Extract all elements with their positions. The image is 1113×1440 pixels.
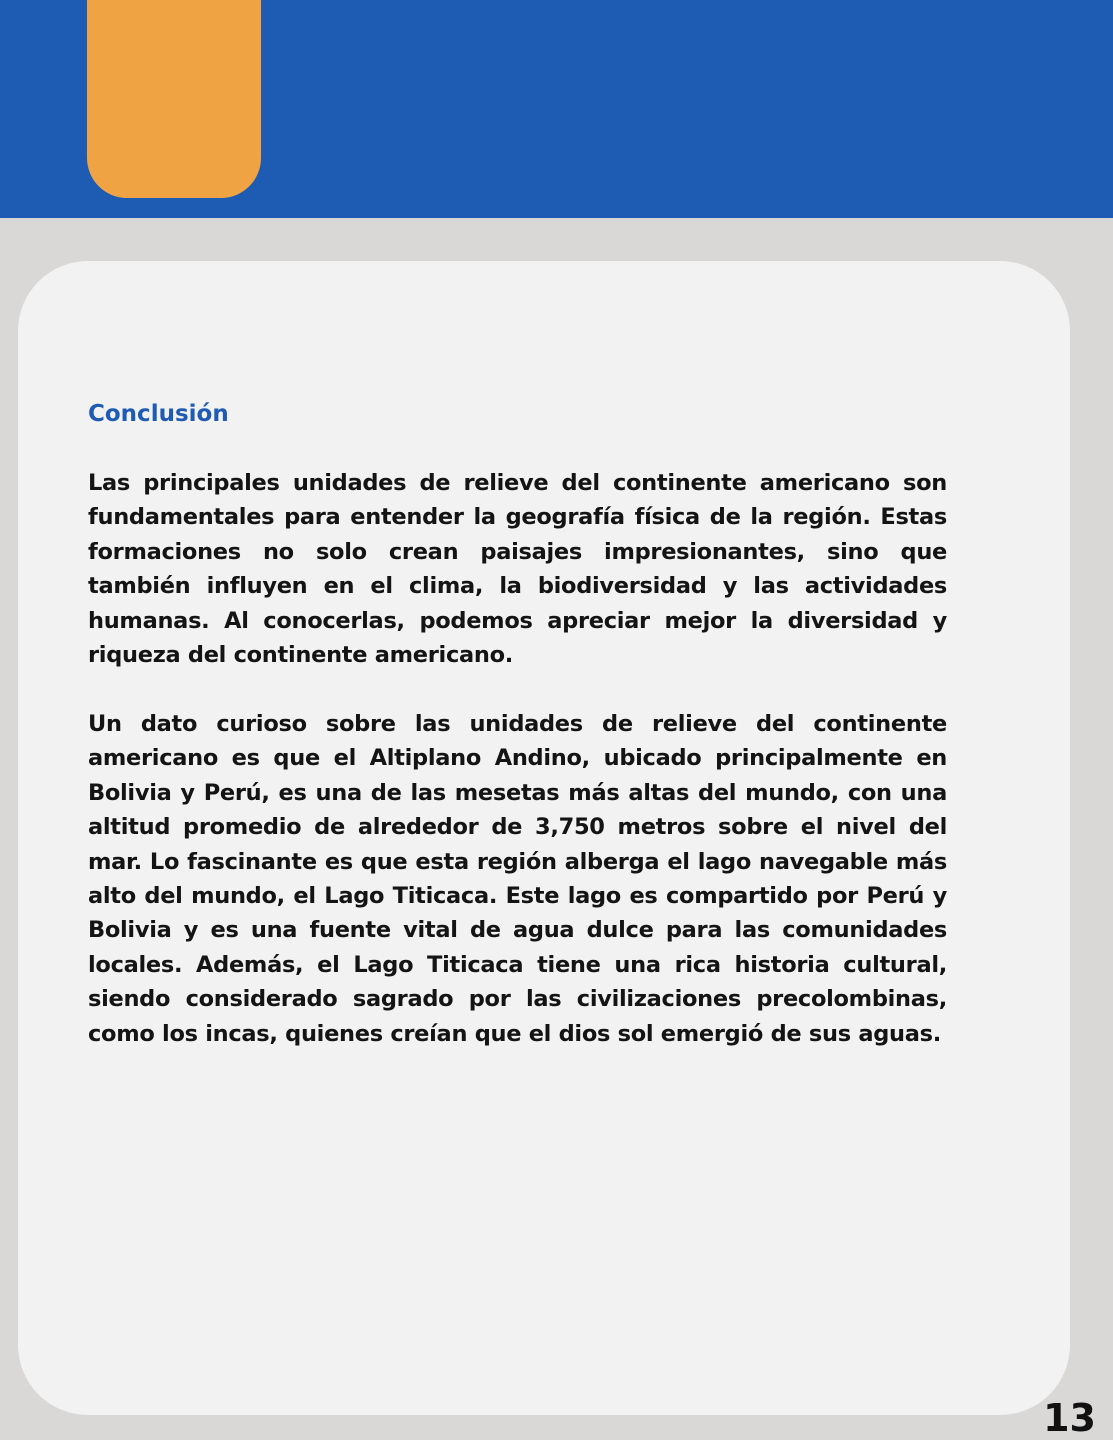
- orange-accent-tab: [87, 0, 261, 198]
- conclusion-paragraph: Las principales unidades de relieve del continente americano son fundamentales para entender la geografía física de la región. Estas formaciones no solo crean paisajes impresionantes, sino que también influyen en el clima, la biodiversidad y las actividades humanas. Al conocerlas, podemos apreciar mejor la diversidad y riqueza del continente americano.: [88, 470, 947, 669]
- section-title: Conclusión: [88, 401, 229, 427]
- page-number: 13: [1043, 1396, 1096, 1440]
- fun-fact-paragraph: Un dato curioso sobre las unidades de relieve del continente americano es que el Altiplano Andino, ubicado principalmente en Bolivia y Perú, es una de las mesetas más altas del mundo, con una altitud promedio de alrededor de 3,750 metros sobre el nivel del mar. Lo fascinante es que esta región alberga el lago navegable más alto del mundo, el Lago Titicaca. Este lago es compartido por Perú y Bolivia y es una fuente vital de agua dulce para las comunidades locales. Además, el Lago Titicaca tiene una rica historia cultural, siendo considerado sagrado por las civilizaciones precolombinas, como los incas, quienes creían que el dios sol emergió de sus aguas.: [88, 711, 947, 1047]
